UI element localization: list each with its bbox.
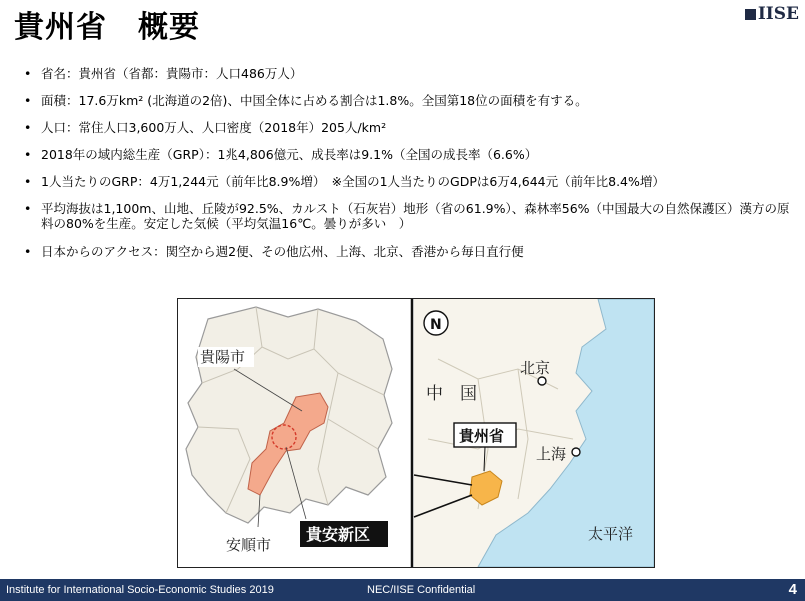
- label-anshun: 安順市: [226, 536, 272, 554]
- footer-institute: Institute for International Socio-Economic Studies 2019: [6, 584, 274, 596]
- bullet-grp-per-capita: • 1人当たりのGRP：4万1,244元（前年比8.9%増） ※全国の1人当たりのGDPは6万4,644元（前年比8.4%増）: [24, 174, 794, 189]
- label-guian: 貴安新区: [306, 525, 371, 544]
- page-number: 4: [788, 581, 797, 598]
- label-beijing: 北京: [520, 359, 551, 377]
- label-china: 中 国: [426, 384, 477, 404]
- bullet-access: • 日本からのアクセス：関空から週2便、その他広州、上海、北京、香港から毎日直行便: [24, 244, 794, 259]
- bullet-geography: • 平均海抜は1,100m、山地、丘陵が92.5%、カルスト（石灰岩）地形（省の61.9%）、森林率56%（中国最大の自然保護区）漢方の原料の80%を生産。安定した気候（平均気温16℃。曇りが多い ）: [24, 201, 794, 231]
- footer-bar: [0, 579, 805, 601]
- shanghai-marker: [572, 448, 580, 456]
- overview-bullet-list: [0, 66, 794, 271]
- bullet-population: • 人口：常住人口3,600万人、人口密度（2018年）205人/km²: [24, 120, 794, 135]
- label-north: N: [430, 317, 442, 333]
- label-pacific: 太平洋: [588, 525, 634, 543]
- bullet-grp: • 2018年の域内総生産（GRP）：1兆4,806億元、成長率は9.1%（全国の成長率（6.6%）: [24, 147, 794, 162]
- iise-logo: [745, 4, 799, 24]
- label-guizhou: 貴州省: [459, 427, 505, 445]
- bullet-province-name: • 省名：貴州省（省都：貴陽市：人口486万人）: [24, 66, 794, 81]
- beijing-marker: [538, 377, 546, 385]
- logo-text: IISE: [757, 4, 799, 24]
- map-svg: [178, 299, 654, 567]
- map-figure: [177, 298, 655, 568]
- page-title: 貴州省 概要: [14, 10, 200, 45]
- logo-square-icon: [745, 9, 756, 20]
- label-shanghai: 上海: [536, 445, 567, 463]
- footer-confidential: NEC/IISE Confidential: [367, 584, 476, 596]
- bullet-area: • 面積：17.6万km² (北海道の2倍)、中国全体に占める割合は1.8%。全国第18位の面積を有する。: [24, 93, 794, 108]
- label-guiyang: 貴陽市: [200, 348, 246, 366]
